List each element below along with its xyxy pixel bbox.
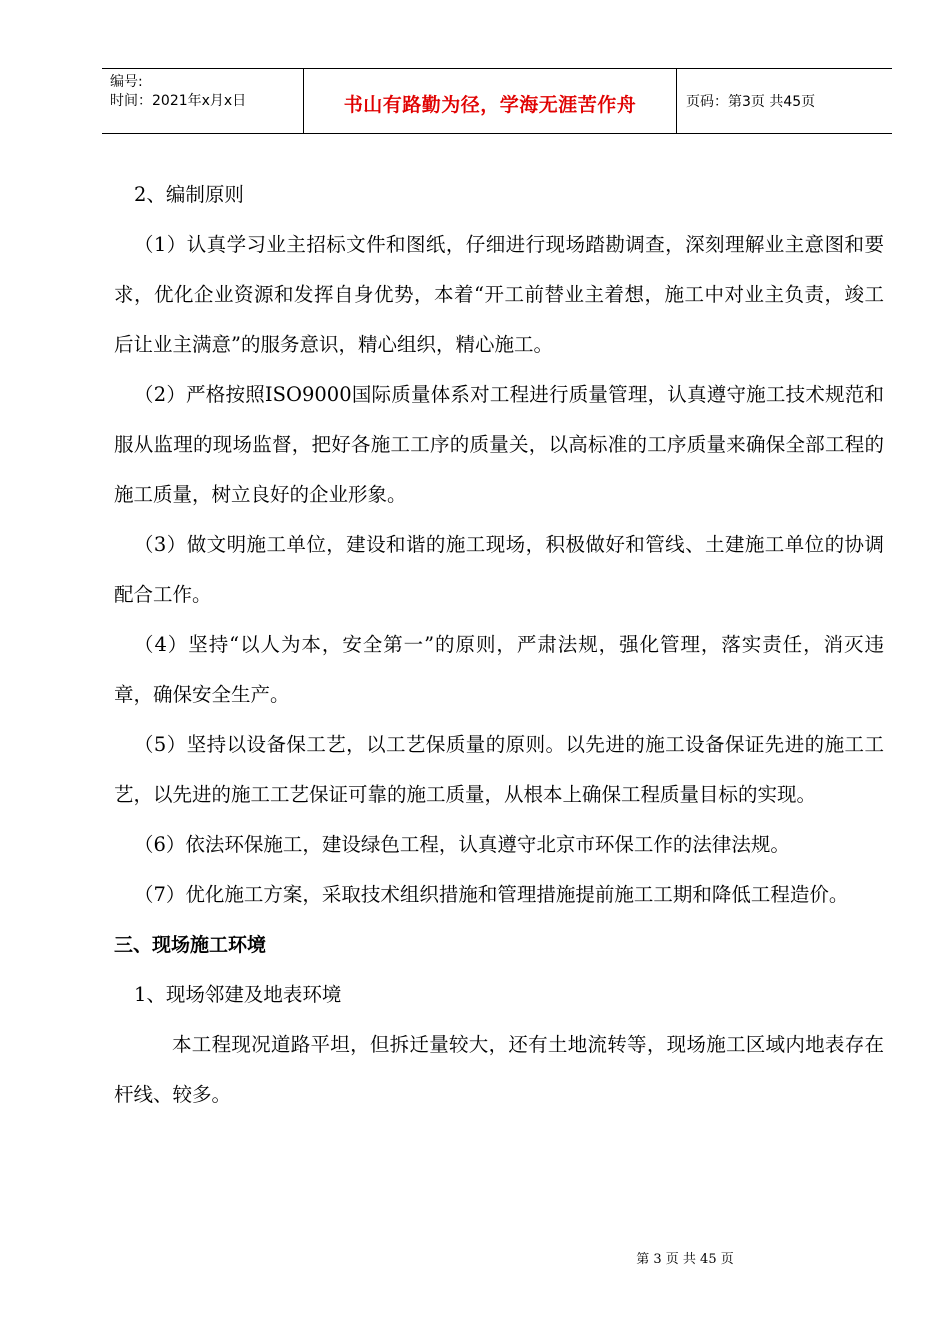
header-meta [102,69,304,133]
header-motto-cell [304,69,677,133]
header-motto: 书山有路勤为径，学海无涯苦作舟 [343,93,637,116]
principle-paragraph: （2）严格按照ISO9000国际质量体系对工程进行质量管理，认真遵守施工技术规范和服从监理的现场监督，把好各施工工序的质量关，以高标准的工序质量来确保全部工程的施工质量，树立良好的企业形象。 [114,383,884,506]
principle-paragraph: （1）认真学习业主招标文件和图纸，仔细进行现场踏勘调查，深刻理解业主意图和要求，优化企业资源和发挥自身优势，本着“开工前替业主着想，施工中对业主负责，竣工后让业主满意”的服务意识，精心组织，精心施工。 [114,233,884,356]
page-footer: 第 3 页 共 45 页 [636,1252,734,1267]
section-title: 2、编制原则 [134,183,244,206]
principle-paragraph: （3）做文明施工单位，建设和谐的施工现场，积极做好和管线、土建施工单位的协调配合工作。 [114,533,884,606]
principle-paragraph: （6）依法环保施工，建设绿色工程，认真遵守北京市环保工作的法律法规。 [134,833,790,856]
number-label: 编号: [110,74,143,90]
environment-paragraph: 本工程现况道路平坦，但拆迁量较大，还有土地流转等，现场施工区域内地表存在杆线、较多。 [114,1033,884,1106]
principle-paragraph: （5）坚持以设备保工艺，以工艺保质量的原则。以先进的施工设备保证先进的施工工艺，以先进的施工工艺保证可靠的施工质量，从根本上确保工程质量目标的实现。 [114,733,884,806]
subsection-title: 1、现场邻建及地表环境 [134,983,342,1006]
principle-paragraph: （4）坚持“以人为本，安全第一”的原则，严肃法规，强化管理，落实责任，消灭违章，确保安全生产。 [114,633,884,706]
chapter-title: 三、现场施工环境 [114,934,267,956]
page-header [102,68,892,134]
principle-paragraph: （7）优化施工方案，采取技术组织措施和管理措施提前施工工期和降低工程造价。 [134,883,849,906]
document-body [114,170,884,1120]
time-label: 时间：2021年x月x日 [110,93,247,109]
header-page-info: 页码：第3页 共45页 [686,94,816,110]
